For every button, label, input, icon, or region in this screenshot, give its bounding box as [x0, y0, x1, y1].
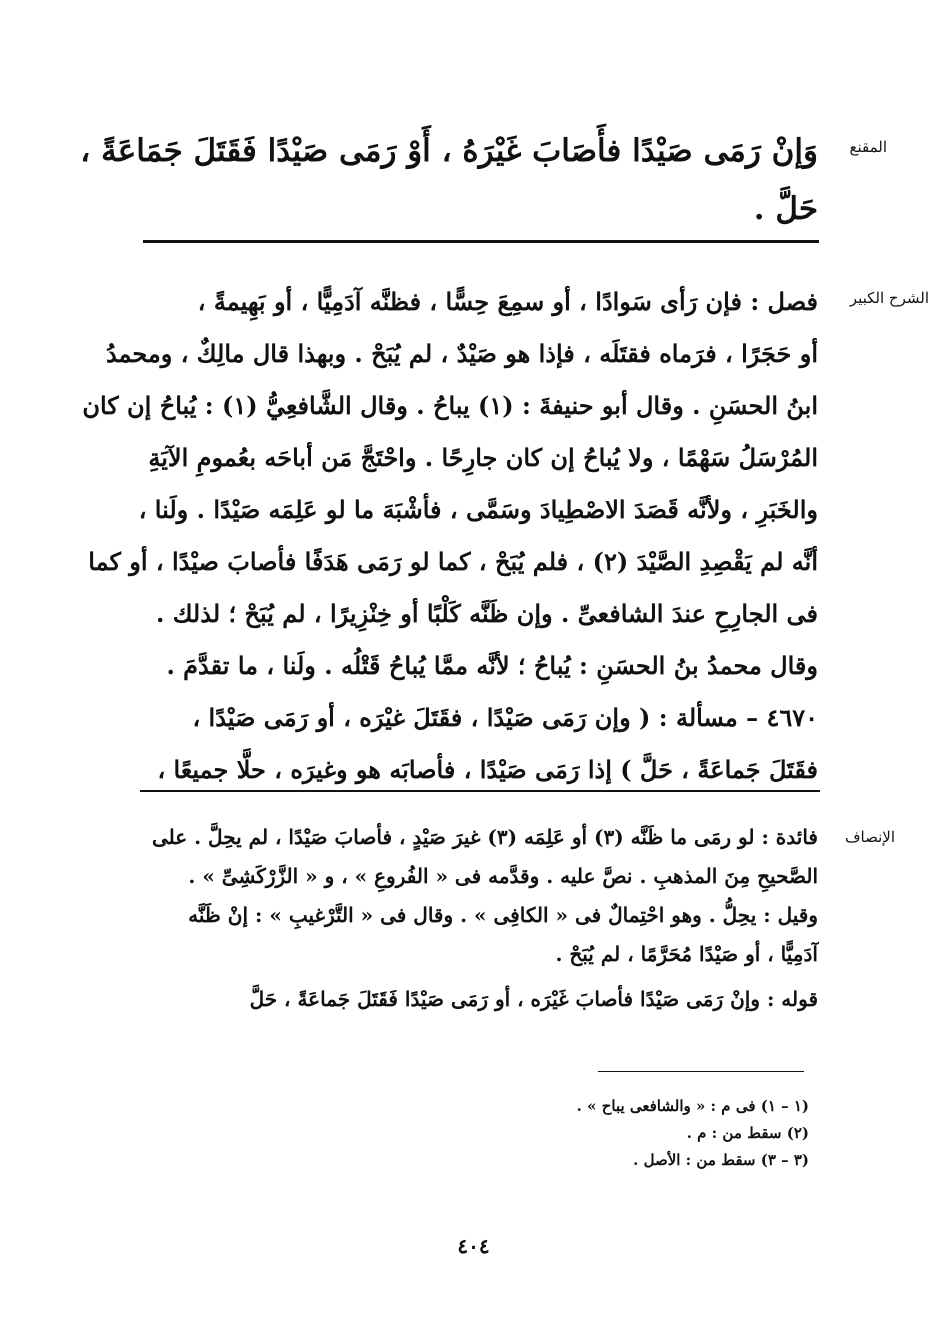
muqni-line: حَلَّ . — [753, 191, 818, 227]
sharh-line: أنَّه لم يَقْصِدِ الصَّيْدَ (٢) ، فلم يُبَحْ ، كما لو رَمَى هَدَفًا فأصابَ صيْدًا ، أو كما — [88, 547, 818, 576]
footnote: (٣ – ٣) سقط من : الأصل . — [633, 1151, 809, 1169]
footnote: (٢) سقط من : م . — [686, 1124, 809, 1142]
margin-label-muqni: المقنع — [849, 138, 887, 156]
sharh-line: المُرْسَلُ سَهْمًا ، ولا يُباحُ إن كان جارِحًا . واحْتَجَّ مَن أباحَه بعُمومِ الآيَةِ — [148, 443, 818, 472]
sharh-line: فى الجارِحِ عندَ الشافعىِّ . وإن ظَنَّه كَلْبًا أو خِنْزِيرًا ، لم يُبَحْ ؛ لذلك . — [155, 599, 818, 628]
sharh-line: والخَبَرِ ، ولأنَّه قَصَدَ الاصْطِيادَ وسَمَّى ، فأشْبَهَ ما لو عَلِمَه صَيْدًا . ولَنا ، — [138, 495, 818, 524]
sharh-line: فقَتَلَ جَماعَةً ، حَلَّ ) إذا رَمَى صَيْدًا ، فأصابَه هو وغيرَه ، حلَّا جميعًا ، — [157, 755, 818, 784]
page-number: ٤٠٤ — [457, 1234, 490, 1258]
insaf-line: وقيل : يحِلُّ . وهو احْتِمالٌ فى « الكافِى » . وقال فى « التَّرْغيبِ » : إنْ ظَنَّه — [188, 903, 818, 927]
margin-label-sharh: الشرح الكبير — [849, 289, 929, 307]
insaf-line: قوله : وإنْ رَمَى صَيْدًا فأصابَ غَيْرَه ، أو رَمَى صَيْدًا فَقَتَلَ جَماعَةً ، حَلَّ — [249, 987, 818, 1011]
margin-label-insaf: الإنصاف — [844, 828, 895, 846]
muqni-text — [80, 122, 818, 238]
insaf-line: فائدة : لو رمَى ما ظَنَّه (٣) أو عَلِمَه (٣) غيرَ صَيْدٍ ، فأصابَ صَيْدًا ، لم يحِلَّ . على — [151, 825, 818, 849]
sharh-line: ابنُ الحسَنِ . وقال أبو حنيفةَ : (١) يباحُ . وقال الشَّافعِيُّ (١) : يُباحُ إن كان — [82, 391, 818, 420]
insaf-line: آدَمِيًّا ، أو صَيْدًا مُحَرَّمًا ، لم يُبَحْ . — [555, 942, 818, 966]
section-divider — [140, 790, 820, 792]
muqni-line: وَإنْ رَمَى صَيْدًا فأَصَابَ غَيْرَهُ ، أَوْ رَمَى صَيْدًا فَقَتَلَ جَمَاعَةً ، — [80, 133, 818, 169]
footnote: (١ – ١) فى م : « والشافعى يباح » . — [576, 1097, 809, 1115]
sharh-line: وقال محمدُ بنُ الحسَنِ : يُباحُ ؛ لأنَّه ممَّا يُباحُ قَتْلُه . ولَنا ، ما تقدَّمَ . — [166, 651, 818, 680]
footnotes — [577, 1093, 809, 1174]
sharh-line: أو حَجَرًا ، فرَماه فقتَلَه ، فإذا هو صَيْدٌ ، لم يُبَحْ . وبهذا قال مالِكٌ ، ومحمدُ — [105, 339, 818, 368]
insaf-line: الصَّحيحِ مِنَ المذهبِ . نصَّ عليه . وقدَّمه فى « الفُروعِ » ، و « الزَّرْكَشِىِّ » . — [188, 864, 818, 888]
insaf-text — [128, 818, 818, 1019]
sharh-text — [82, 276, 818, 796]
sharh-line: ٤٦٧٠ – مسألة : ( وإن رَمَى صَيْدًا ، فقَتَلَ غيْرَه ، أو رَمَى صَيْدًا ، — [192, 703, 818, 732]
sharh-line: فصل : فإن رَأى سَوادًا ، أو سمِعَ حِسًّا ، فظنَّه آدَمِيًّا ، أو بَهِيمةً ، — [197, 287, 818, 316]
section-divider-thick — [143, 240, 819, 243]
footnote-divider — [598, 1071, 804, 1072]
